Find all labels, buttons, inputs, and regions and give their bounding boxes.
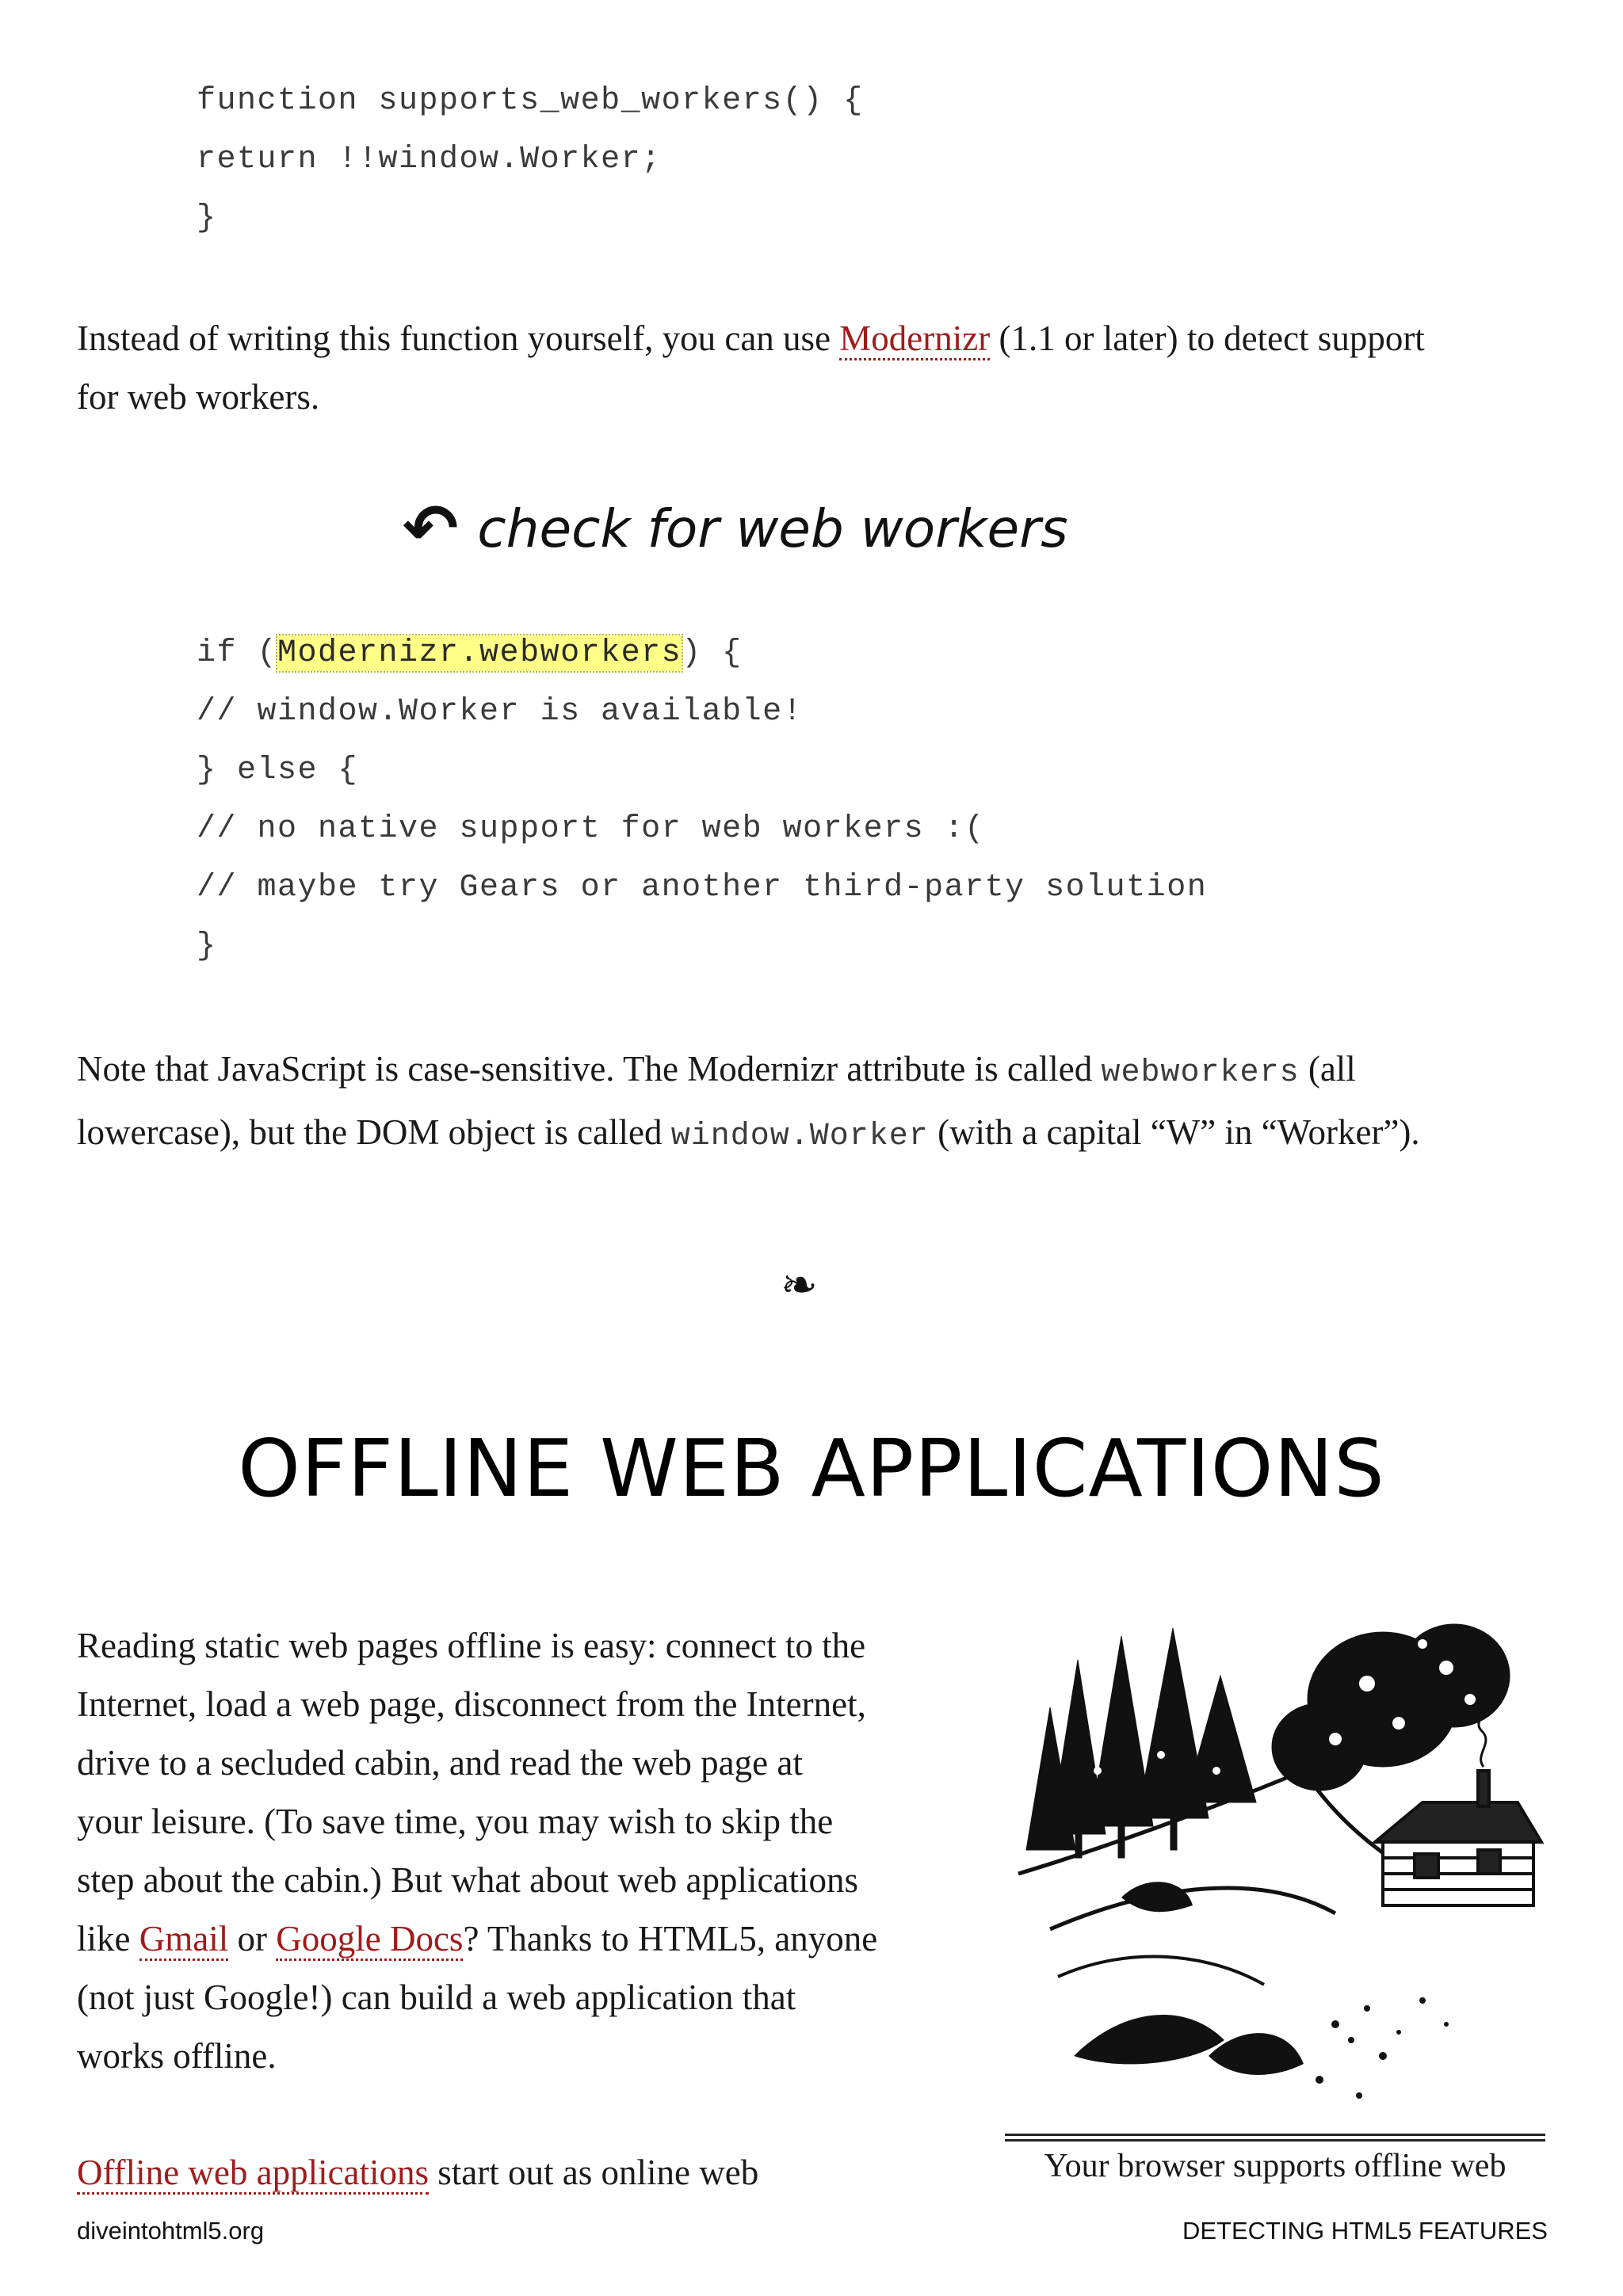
pine-tree-icon xyxy=(1185,1676,1256,1802)
paragraph-line xyxy=(77,2143,758,2202)
rock xyxy=(1121,1882,1193,1912)
ground-line xyxy=(1058,1957,1264,1985)
section-heading: OFFLINE WEB APPLICATIONS xyxy=(238,1422,1385,1515)
code-line: // window.Worker is available! xyxy=(197,694,804,730)
google-docs-link[interactable]: Google Docs xyxy=(276,1919,463,1961)
paragraph-line xyxy=(77,309,1425,368)
paragraph-line xyxy=(77,1039,1420,1103)
paragraph-line: (not just Google!) can build a web application that xyxy=(77,1978,796,2017)
text-run: ? Thanks to HTML5, anyone xyxy=(463,1919,878,1958)
figure-caption: Your browser supports offline web xyxy=(1044,2148,1507,2184)
cabin-woods-illustration xyxy=(1002,1612,1549,2119)
paragraph-case-sensitive-note xyxy=(77,1039,1420,1166)
rock xyxy=(1074,2015,1224,2064)
code-line: return !!window.Worker; xyxy=(197,142,662,177)
cabin-icon xyxy=(1375,1771,1541,1905)
gmail-link[interactable]: Gmail xyxy=(139,1919,228,1961)
text-run: like xyxy=(77,1919,139,1958)
highlighted-code: Modernizr.webworkers xyxy=(277,635,682,671)
code-line xyxy=(197,636,743,671)
code-token: if ( xyxy=(197,635,278,671)
paragraph-line: for web workers. xyxy=(77,377,320,417)
offline-web-applications-link[interactable]: Offline web applications xyxy=(77,2153,429,2195)
fleuron-divider: ❧ xyxy=(781,1260,818,1311)
code-line: // no native support for web workers :( xyxy=(197,811,985,847)
text-run: (with a capital “W” in “Worker”). xyxy=(928,1112,1420,1152)
footer-site-name: diveintohtml5.org xyxy=(77,2217,265,2245)
check-for-web-workers-heading xyxy=(403,490,1068,567)
sub-heading-text: check for web workers xyxy=(477,498,1068,559)
paragraph-line xyxy=(77,1909,877,1968)
text-run: (1.1 or later) to detect support xyxy=(990,318,1425,358)
text-run: or xyxy=(228,1919,277,1958)
foreground-hill xyxy=(1050,1888,1335,1929)
paragraph-line: works offline. xyxy=(77,2036,277,2076)
paragraph-line: drive to a secluded cabin, and read the web page at xyxy=(77,1743,803,1783)
text-run: (all xyxy=(1299,1049,1356,1089)
text-run: Instead of writing this function yourself, you can use xyxy=(77,318,840,358)
paragraph-line: your leisure. (To save time, you may wish to skip the xyxy=(77,1802,834,1841)
paragraph-line: Reading static web pages offline is easy: connect to the xyxy=(77,1626,866,1665)
text-run: start out as online web xyxy=(429,2153,759,2192)
paragraph-modernizr-intro xyxy=(77,309,1425,426)
code-line: } xyxy=(197,929,217,964)
inline-code: window.Worker xyxy=(670,1119,929,1154)
paragraph-offline-intro xyxy=(77,1616,877,2085)
tree-trunk xyxy=(1170,1810,1177,1850)
code-token: ) { xyxy=(682,635,743,671)
code-line: } xyxy=(197,200,217,236)
figure-rule xyxy=(1005,2134,1545,2136)
code-line: function supports_web_workers() { xyxy=(197,83,864,119)
footer-section-title: DETECTING HTML5 FEATURES xyxy=(1182,2217,1548,2245)
return-arrow-icon: ↶ xyxy=(403,490,459,567)
text-run: Note that JavaScript is case-sensitive. The Modernizr attribute is called xyxy=(77,1049,1102,1089)
text-run: lowercase), but the DOM object is called xyxy=(77,1112,671,1152)
inline-code: webworkers xyxy=(1101,1055,1300,1091)
paragraph-line: Internet, load a web page, disconnect from the Internet, xyxy=(77,1684,866,1724)
tree-canopy xyxy=(1399,1624,1510,1727)
code-line: // maybe try Gears or another third-party solution xyxy=(197,870,1208,906)
paragraph-offline-apps xyxy=(77,2143,758,2202)
paragraph-line: step about the cabin.) But what about web applications xyxy=(77,1860,859,1900)
code-line: } else { xyxy=(197,753,359,788)
figure-rule xyxy=(1005,2139,1545,2142)
modernizr-link[interactable]: Modernizr xyxy=(839,318,990,360)
paragraph-line xyxy=(77,1103,1420,1166)
